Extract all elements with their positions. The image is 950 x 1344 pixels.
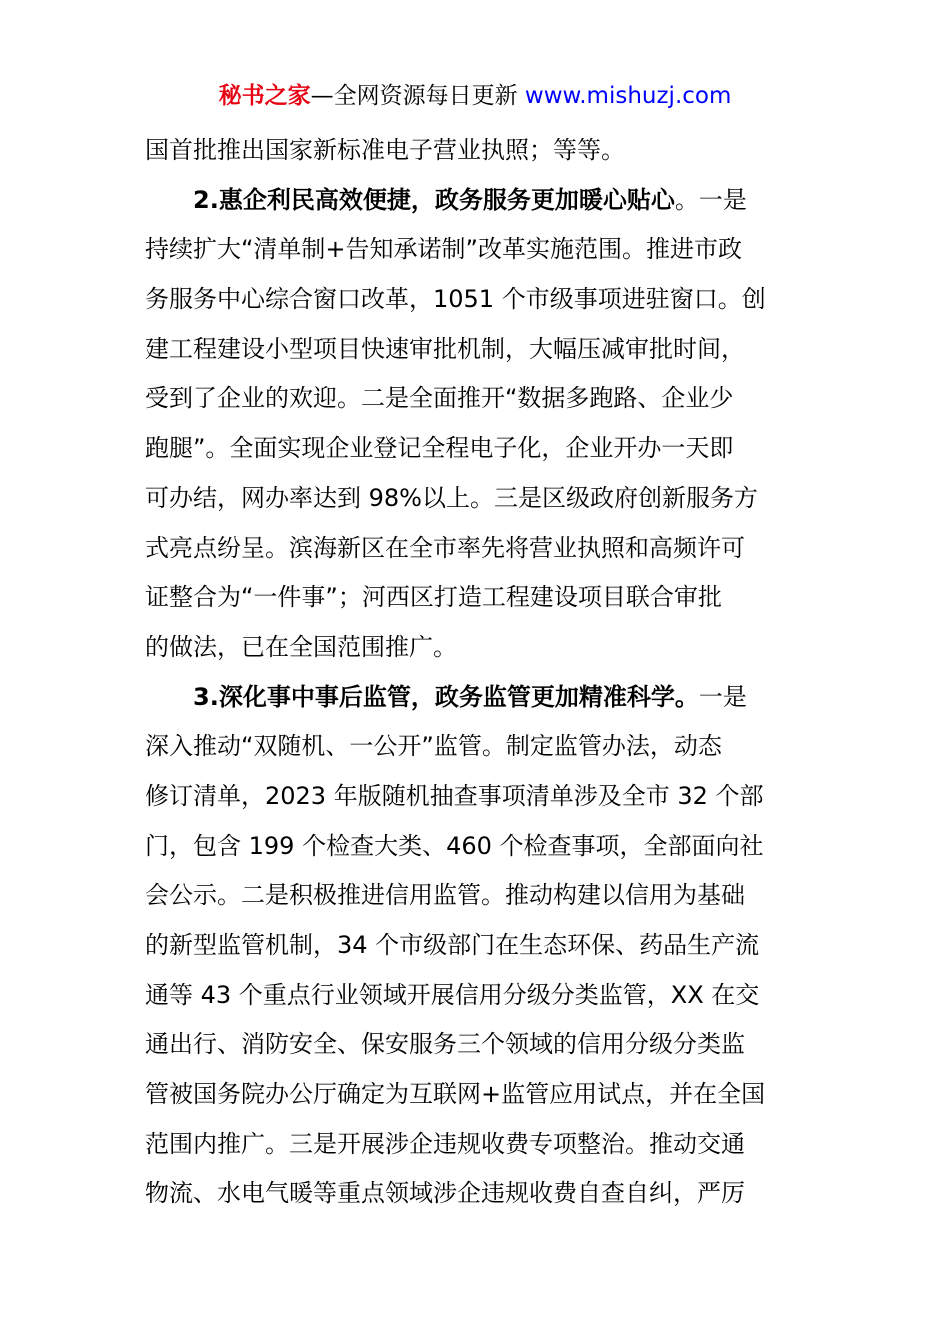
section-heading: 3.深化事中事后监管，政务监管更加精准科学。 bbox=[193, 682, 699, 711]
section-heading: 2.惠企利民高效便捷，政务服务更加暖心贴心 bbox=[193, 185, 675, 214]
text-line: 修订清单，2023 年版随机抽查事项清单涉及全市 32 个部 bbox=[145, 781, 764, 810]
text-span: 。一是 bbox=[674, 185, 747, 214]
text-line: 通出行、消防安全、保安服务三个领域的信用分级分类监 bbox=[145, 1030, 745, 1059]
text-line: 会公示。二是积极推进信用监管。推动构建以信用为基础 bbox=[145, 881, 745, 910]
text-line: 可办结，网办率达到 98%以上。三是区级政府创新服务方 bbox=[145, 483, 758, 512]
section-heading-line bbox=[145, 176, 815, 226]
text-line: 的做法，已在全国范围推广。 bbox=[145, 632, 457, 661]
site-header bbox=[0, 80, 950, 112]
text-line: 的新型监管机制，34 个市级部门在生态环保、药品生产流 bbox=[145, 931, 760, 959]
site-brand: 秘书之家 bbox=[218, 83, 311, 109]
text-line: 持续扩大“清单制+告知承诺制”改革实施范围。推进市政 bbox=[145, 235, 742, 264]
text-line: 范围内推广。三是开展涉企违规收费专项整治。推动交通 bbox=[145, 1129, 745, 1158]
text-line: 跑腿”。全面实现企业登记全程电子化，企业开办一天即 bbox=[145, 434, 734, 463]
text-line: 物流、水电气暖等重点领域涉企违规收费自查自纠，严厉 bbox=[145, 1179, 745, 1208]
text-line: 管被国务院办公厅确定为互联网+监管应用试点，并在全国 bbox=[145, 1080, 766, 1109]
text-line: 通等 43 个重点行业领域开展信用分级分类监管，XX 在交 bbox=[145, 980, 760, 1009]
site-url-link[interactable]: www.mishuzj.com bbox=[524, 83, 732, 109]
text-line: 受到了企业的欢迎。二是全面推开“数据多跑路、企业少 bbox=[145, 384, 734, 413]
text-span: 一是 bbox=[698, 682, 747, 711]
text-line: 务服务中心综合窗口改革，1051 个市级事项进驻窗口。创 bbox=[145, 285, 766, 314]
text-line: 建工程建设小型项目快速审批机制，大幅压减审批时间， bbox=[145, 334, 745, 363]
text-line: 式亮点纷呈。滨海新区在全市率先将营业执照和高频许可 bbox=[145, 533, 745, 562]
text-line: 深入推动“双随机、一公开”监管。制定监管办法，动态 bbox=[145, 732, 722, 761]
text-line: 门，包含 199 个检查大类、460 个检查事项，全部面向社 bbox=[145, 831, 764, 860]
site-tagline: —全网资源每日更新 bbox=[310, 83, 525, 109]
section-heading-line bbox=[145, 673, 815, 723]
text-line: 证整合为“一件事”；河西区打造工程建设项目联合审批 bbox=[145, 583, 722, 612]
text-line: 国首批推出国家新标准电子营业执照；等等。 bbox=[145, 136, 625, 164]
document-body bbox=[145, 126, 815, 1219]
